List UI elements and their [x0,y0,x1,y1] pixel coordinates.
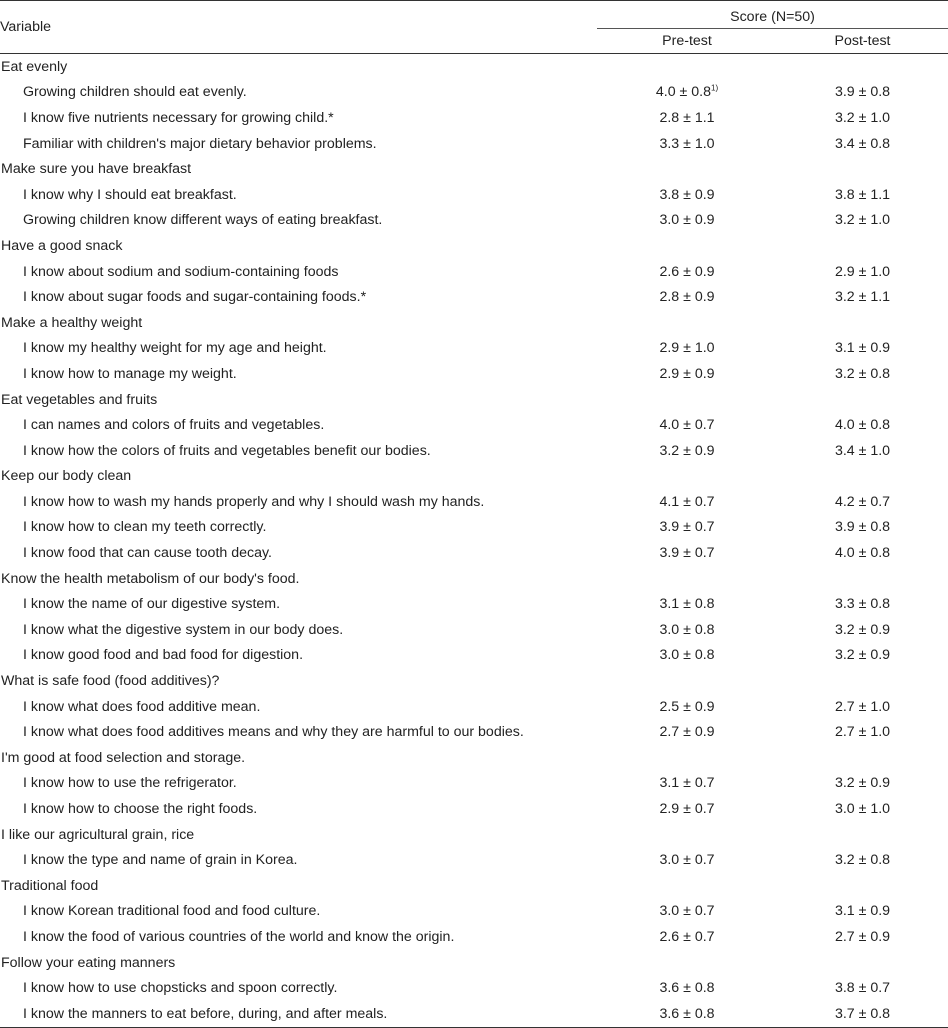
pre-test-value: 3.9 ± 0.7 [659,545,715,562]
pre-test-score [597,438,777,464]
pre-test-column-header: Pre-test [662,33,712,49]
category-label: Eat vegetables and fruits [1,391,158,408]
item-row [0,412,948,438]
pre-test-value: 4.0 ± 0.7 [659,417,715,434]
pre-test-value: 3.0 ± 0.7 [659,903,715,920]
category-row [0,873,948,899]
pre-test-score [597,105,777,131]
item-row [0,208,948,234]
post-test-score [777,438,948,464]
post-test-score [777,796,948,822]
pre-test-score [597,336,777,362]
post-test-score [777,822,948,848]
post-test-score [777,489,948,515]
pre-test-score [597,617,777,643]
post-test-score [777,515,948,541]
post-test-value: 3.2 ± 1.0 [834,109,891,126]
pre-test-value: 2.7 ± 0.9 [659,724,715,741]
post-test-value: 2.7 ± 1.0 [834,724,891,741]
post-test-value: 3.2 ± 1.1 [834,289,891,306]
category-row [0,668,948,694]
item-label: I know how to wash my hands properly and why I should wash my hands. [23,493,485,510]
post-test-value: 3.2 ± 0.8 [834,365,891,382]
item-label: I know Korean traditional food and food culture. [23,903,321,920]
pre-test-value: 2.9 ± 1.0 [659,340,715,357]
category-label: I'm good at food selection and storage. [1,749,246,766]
item-row [0,617,948,643]
pre-test-value: 3.8 ± 0.9 [659,186,715,203]
post-test-score [777,361,948,387]
item-label: I know how to use chopsticks and spoon correctly. [23,980,338,997]
item-label: Familiar with children's major dietary behavior problems. [23,135,377,152]
post-test-value: 3.3 ± 0.8 [834,596,891,613]
post-test-value: 3.1 ± 0.9 [834,903,891,920]
item-label: I know what the digestive system in our body does. [23,621,344,638]
item-label: I know food that can cause tooth decay. [23,545,272,562]
pre-test-value: 3.9 ± 0.7 [659,519,715,536]
score-column-header: Score (N=50) [597,1,948,29]
pre-test-value: 3.0 ± 0.7 [659,852,715,869]
item-label: Growing children know different ways of eating breakfast. [23,212,383,229]
pre-test-score [597,771,777,797]
pre-test-value: 3.6 ± 0.8 [659,1005,715,1022]
pre-test-score [597,924,777,950]
pre-test-score [597,719,777,745]
category-label: Traditional food [1,877,99,894]
post-test-score [777,771,948,797]
item-row [0,131,948,157]
post-test-value: 3.2 ± 1.0 [834,212,891,229]
table-body [0,54,948,1028]
item-row [0,105,948,131]
post-test-score [777,591,948,617]
item-label: I know about sugar foods and sugar-containing foods.* [23,289,367,306]
post-test-value: 4.0 ± 0.8 [834,545,891,562]
pre-test-score [597,668,777,694]
pre-test-score [597,515,777,541]
post-test-score [777,847,948,873]
pre-test-score [597,80,777,106]
post-test-score [777,54,948,80]
category-row [0,310,948,336]
item-row [0,489,948,515]
post-test-score [777,745,948,771]
item-label: I can names and colors of fruits and vegetables. [23,417,325,434]
item-label: I know my healthy weight for my age and height. [23,340,327,357]
pre-test-score [597,899,777,925]
pre-test-value: 3.0 ± 0.8 [659,647,715,664]
pre-test-value: 2.6 ± 0.9 [659,263,715,280]
pre-test-score [597,310,777,336]
item-label: I know how the colors of fruits and vegetables benefit our bodies. [23,442,431,459]
post-test-score [777,233,948,259]
item-label: Growing children should eat evenly. [23,84,247,101]
post-test-score [777,668,948,694]
pre-test-score [597,796,777,822]
pre-test-value: 3.2 ± 0.9 [659,442,715,459]
item-row [0,719,948,745]
footnote-marker: 1) [711,83,719,93]
post-test-value: 2.7 ± 0.9 [834,928,891,945]
pre-test-score [597,591,777,617]
item-label: I know five nutrients necessary for growing child.* [23,109,334,126]
pre-test-score [597,387,777,413]
post-test-score [777,950,948,976]
post-test-score [777,80,948,106]
post-test-score [777,156,948,182]
post-test-score [777,259,948,285]
item-row [0,361,948,387]
post-test-score [777,412,948,438]
pre-test-value: 3.1 ± 0.7 [659,775,715,792]
item-label: I know about sodium and sodium-containing foods [23,263,339,280]
pre-test-value: 2.9 ± 0.9 [659,365,715,382]
post-test-score [777,105,948,131]
pre-test-score [597,54,777,80]
pre-test-value: 3.0 ± 0.9 [659,212,715,229]
category-label: Make a healthy weight [1,314,143,331]
category-row [0,950,948,976]
item-label: I know good food and bad food for digestion. [23,647,304,664]
item-row [0,975,948,1001]
category-row [0,233,948,259]
post-test-value: 3.1 ± 0.9 [834,340,891,357]
pre-test-value: 3.1 ± 0.8 [659,596,715,613]
item-label: I know why I should eat breakfast. [23,186,237,203]
pre-test-value: 3.3 ± 1.0 [659,135,715,152]
pre-test-score [597,975,777,1001]
pre-test-value: 2.5 ± 0.9 [659,698,715,715]
pre-test-score [597,873,777,899]
item-label: I know how to choose the right foods. [23,801,258,818]
item-row [0,1001,948,1027]
pre-test-score [597,259,777,285]
pre-test-score [597,464,777,490]
variable-column-header: Variable [0,19,51,35]
post-test-score [777,387,948,413]
post-test-value: 3.0 ± 1.0 [834,801,891,818]
item-row [0,694,948,720]
post-test-score [777,208,948,234]
pre-test-score [597,208,777,234]
pre-test-value: 3.6 ± 0.8 [659,980,715,997]
category-row [0,566,948,592]
item-label: I know how to manage my weight. [23,365,237,382]
category-row [0,464,948,490]
post-test-value: 2.9 ± 1.0 [834,263,891,280]
pre-test-score [597,1001,777,1027]
item-label: I know the food of various countries of the world and know the origin. [23,928,455,945]
category-row [0,745,948,771]
post-test-score [777,540,948,566]
post-test-score [777,131,948,157]
post-test-score [777,1001,948,1027]
post-test-value: 3.2 ± 0.9 [834,621,891,638]
pre-test-score [597,182,777,208]
pre-test-score [597,412,777,438]
table-header [0,1,948,54]
pre-test-score [597,950,777,976]
post-test-column-header: Post-test [834,33,891,49]
category-label: Keep our body clean [1,468,132,485]
post-test-score [777,975,948,1001]
post-test-score [777,310,948,336]
item-row [0,643,948,669]
item-row [0,438,948,464]
post-test-value: 3.7 ± 0.8 [834,1005,891,1022]
post-test-value: 3.8 ± 0.7 [834,980,891,997]
category-label: Make sure you have breakfast [1,161,192,178]
item-label: I know the name of our digestive system. [23,596,281,613]
post-test-value: 3.2 ± 0.9 [834,647,891,664]
post-test-score [777,464,948,490]
item-row [0,182,948,208]
pre-test-score [597,745,777,771]
pre-test-score [597,284,777,310]
category-label: Follow your eating manners [1,954,176,971]
item-label: I know the manners to eat before, during, and after meals. [0,1001,597,1027]
item-label: I know what does food additive mean. [23,698,261,715]
pre-test-score [597,643,777,669]
post-test-score [777,694,948,720]
pre-test-score [597,131,777,157]
pre-test-score [597,489,777,515]
item-row [0,796,948,822]
post-test-value: 3.2 ± 0.8 [834,852,891,869]
item-label: I know how to use the refrigerator. [23,775,237,792]
item-row [0,924,948,950]
category-row [0,156,948,182]
post-test-score [777,873,948,899]
item-row [0,284,948,310]
pre-test-score [597,540,777,566]
post-test-value: 3.2 ± 0.9 [834,775,891,792]
item-row [0,899,948,925]
pre-test-value: 3.0 ± 0.8 [659,621,715,638]
pre-test-score [597,156,777,182]
pre-test-value: 4.0 ± 0.8 [655,84,711,101]
post-test-value: 4.2 ± 0.7 [834,493,891,510]
pre-test-score [597,566,777,592]
item-row [0,80,948,106]
post-test-value: 4.0 ± 0.8 [834,417,891,434]
category-row [0,822,948,848]
pre-test-value: 2.8 ± 1.1 [659,109,715,126]
post-test-score [777,336,948,362]
post-test-value: 3.4 ± 0.8 [834,135,891,152]
item-row [0,259,948,285]
post-test-value: 3.4 ± 1.0 [834,442,891,459]
post-test-score [777,566,948,592]
category-label: Have a good snack [1,237,123,254]
post-test-score [777,924,948,950]
post-test-score [777,719,948,745]
category-label: What is safe food (food additives)? [1,673,220,690]
post-test-value: 3.9 ± 0.8 [834,84,891,101]
item-row [0,540,948,566]
pre-test-score [597,847,777,873]
post-test-score [777,284,948,310]
pre-test-value: 2.9 ± 0.7 [659,801,715,818]
pre-test-value: 2.6 ± 0.7 [659,928,715,945]
item-row [0,771,948,797]
item-row [0,847,948,873]
pre-test-score [597,233,777,259]
post-test-value: 3.9 ± 0.8 [834,519,891,536]
category-label: Know the health metabolism of our body's food. [1,570,300,587]
post-test-score [777,182,948,208]
item-row [0,336,948,362]
pre-test-value: 2.8 ± 0.9 [659,289,715,306]
pre-test-score [597,361,777,387]
category-row [0,387,948,413]
category-row [0,54,948,80]
post-test-score [777,617,948,643]
category-label: Eat evenly [1,58,68,75]
category-label: I like our agricultural grain, rice [1,826,195,843]
pre-test-score [597,694,777,720]
post-test-score [777,643,948,669]
pre-test-score [597,822,777,848]
item-label: I know the type and name of grain in Korea. [23,852,298,869]
item-row [0,591,948,617]
item-label: I know how to clean my teeth correctly. [23,519,267,536]
post-test-value: 2.7 ± 1.0 [834,698,891,715]
item-label: I know what does food additives means and why they are harmful to our bodies. [23,724,524,741]
post-test-score [777,899,948,925]
post-test-value: 3.8 ± 1.1 [834,186,891,203]
pre-test-value: 4.1 ± 0.7 [659,493,715,510]
item-row [0,515,948,541]
